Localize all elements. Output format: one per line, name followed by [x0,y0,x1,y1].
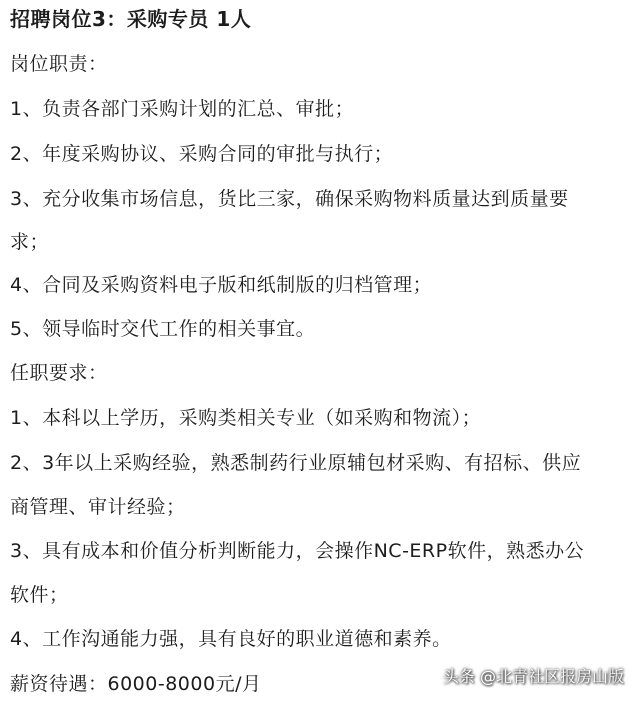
requirement-item-2: 2、3年以上采购经验，熟悉制药行业原辅包材采购、有招标、供应 [10,452,582,474]
posting-title: 招聘岗位3：采购专员 1人 [10,7,252,31]
watermark: 头条 @北青社区报房山版 [442,667,624,686]
requirement-item-4: 4、工作沟通能力强，具有良好的职业道德和素养。 [10,628,452,650]
requirements-heading: 任职要求： [10,362,108,384]
requirement-item-3: 3、具有成本和价值分析判断能力，会操作NC-ERP软件，熟悉办公 [10,540,585,562]
duty-item-2: 2、年度采购协议、采购合同的审批与执行； [10,143,394,165]
requirement-item-3-cont: 软件； [10,584,69,606]
salary-line: 薪资待遇：6000-8000元/月 [10,673,262,695]
duty-item-3: 3、充分收集市场信息，货比三家，确保采购物料质量达到质量要 [10,188,569,210]
duty-item-1: 1、负责各部门采购计划的汇总、审批； [10,98,355,120]
duties-heading: 岗位职责： [10,53,108,75]
duty-item-4: 4、合同及采购资料电子版和纸制版的归档管理； [10,274,433,296]
duty-item-5: 5、领导临时交代工作的相关事宜。 [10,318,316,340]
requirement-item-2-cont: 商管理、审计经验； [10,496,186,518]
duty-item-3-cont: 求； [10,231,50,253]
requirement-item-1: 1、本科以上学历，采购类相关专业（如采购和物流）； [10,407,482,429]
